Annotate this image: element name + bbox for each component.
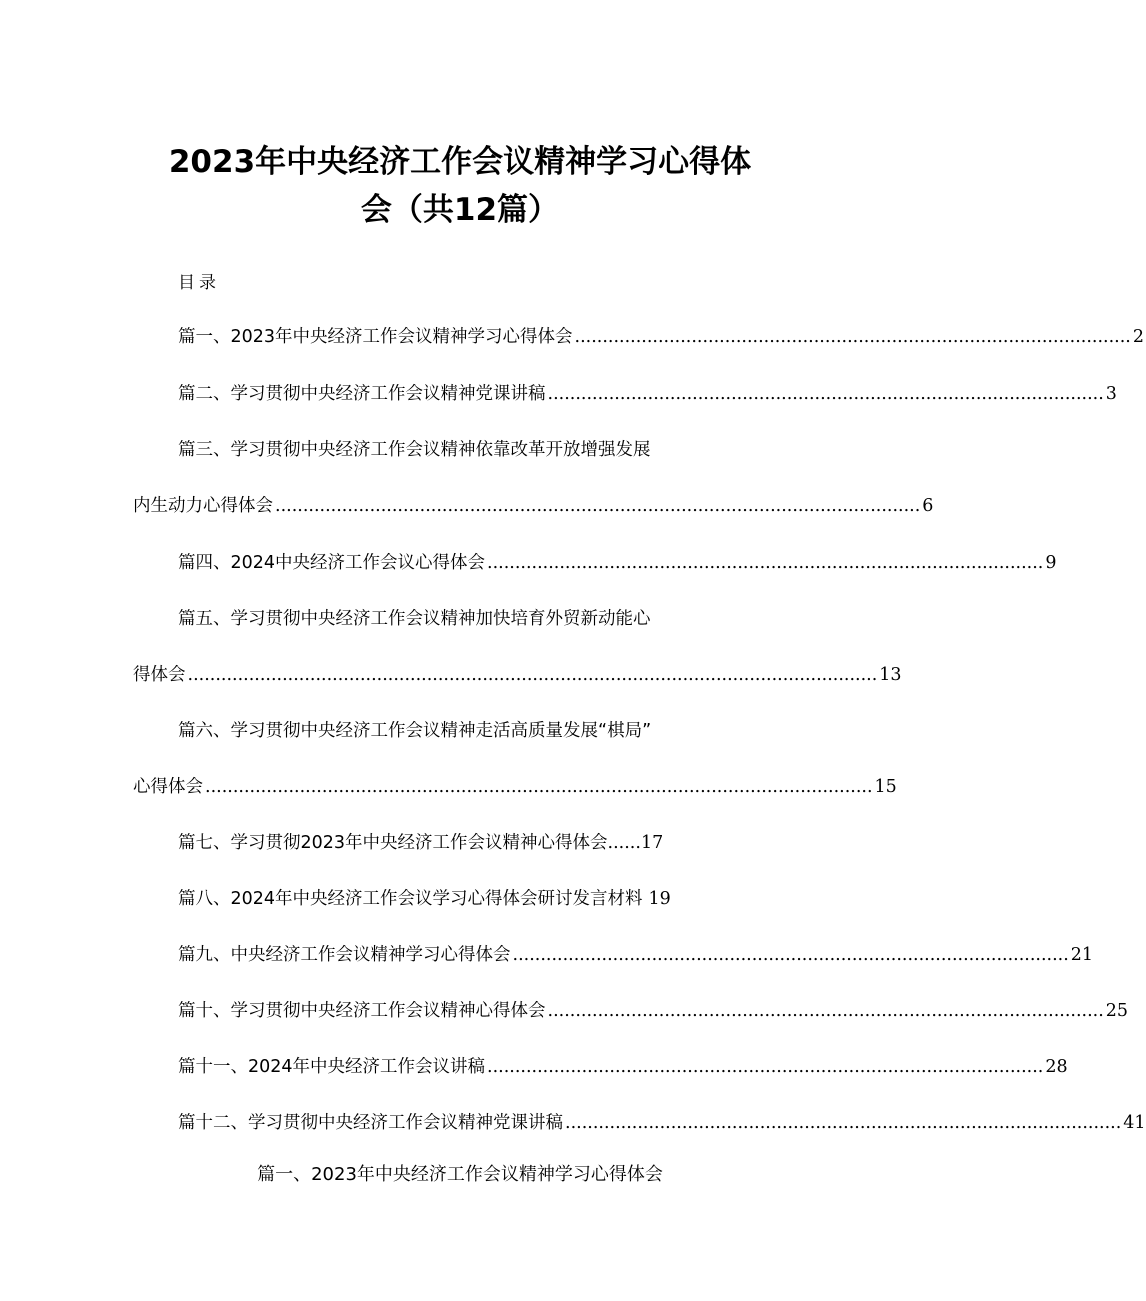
toc-entry-3-line-1[interactable]: 篇三、学习贯彻中央经济工作会议精神依靠改革开放增强发展 (178, 440, 651, 460)
toc-entry-7[interactable] (178, 829, 663, 854)
toc-leader: .................................................................................................... (547, 384, 1104, 404)
toc-entry-3[interactable] (133, 492, 934, 517)
toc-page-number: 13 (879, 665, 902, 685)
toc-entry-title: 篇七、学习贯彻2023年中央经济工作会议精神心得体会 (178, 833, 608, 853)
toc-entry-title: 篇十二、学习贯彻中央经济工作会议精神党课讲稿 (178, 1113, 563, 1133)
toc-entry-12[interactable] (178, 1109, 1146, 1134)
toc-entry-5-line-1[interactable]: 篇五、学习贯彻中央经济工作会议精神加快培育外贸新动能心 (178, 609, 651, 629)
toc-page-number: 15 (874, 777, 897, 797)
toc-page-number: 25 (1105, 1001, 1129, 1021)
toc-entry-title-continued: 得体会 (133, 665, 186, 685)
toc-page-number: 6 (922, 496, 934, 516)
toc-entry-1[interactable] (178, 323, 1144, 348)
toc-entry-10[interactable] (178, 997, 1129, 1022)
toc-heading: 目录 (178, 273, 220, 293)
toc-entry-5[interactable] (133, 661, 902, 686)
toc-entry-8[interactable] (178, 885, 671, 910)
toc-page-number: 9 (1045, 553, 1057, 573)
toc-page-number: 41 (1123, 1113, 1146, 1133)
toc-entry-title-continued: 内生动力心得体会 (133, 496, 273, 516)
toc-entry-6-line-1[interactable]: 篇六、学习贯彻中央经济工作会议精神走活高质量发展“棋局” (178, 721, 652, 741)
toc-entry-11[interactable] (178, 1053, 1068, 1078)
toc-page-number: 17 (640, 833, 664, 853)
toc-entry-title: 篇十、学习贯彻中央经济工作会议精神心得体会 (178, 1001, 546, 1021)
toc-page-number: 2 (1132, 327, 1144, 347)
toc-leader: ........................................................................................................................ (205, 777, 873, 797)
toc-entry-6[interactable] (133, 773, 897, 798)
toc-page-number: 19 (648, 889, 671, 909)
toc-entry-2[interactable] (178, 380, 1117, 405)
toc-leader: .................................................................................................................... (275, 496, 921, 516)
toc-page-number: 21 (1070, 945, 1094, 965)
toc-entry-title: 篇九、中央经济工作会议精神学习心得体会 (178, 945, 511, 965)
toc-leader: ...... (607, 833, 641, 853)
document-title-line-1: 2023年中央经济工作会议精神学习心得体 (168, 144, 752, 180)
toc-leader: .................................................................................................... (574, 327, 1131, 347)
toc-leader: .................................................................................................... (565, 1113, 1122, 1133)
toc-leader: .................................................................................................... (487, 553, 1044, 573)
section-heading: 篇一、2023年中央经济工作会议精神学习心得体会 (257, 1164, 663, 1185)
toc-entry-title: 篇二、学习贯彻中央经济工作会议精神党课讲稿 (178, 384, 546, 404)
toc-leader: .................................................................................................... (487, 1057, 1044, 1077)
toc-entry-title: 篇一、2023年中央经济工作会议精神学习心得体会 (178, 327, 573, 347)
toc-entry-title: 篇八、2024年中央经济工作会议学习心得体会研讨发言材料 (178, 889, 643, 909)
toc-entry-title: 篇四、2024中央经济工作会议心得体会 (178, 553, 486, 573)
toc-leader: .................................................................................................... (547, 1001, 1104, 1021)
toc-entry-title: 篇十一、2024年中央经济工作会议讲稿 (178, 1057, 486, 1077)
toc-page-number: 28 (1045, 1057, 1068, 1077)
document-title-line-2: 会（共12篇） (360, 192, 560, 228)
toc-leader: ............................................................................................................................ (187, 665, 878, 685)
toc-entry-title-continued: 心得体会 (133, 777, 203, 797)
toc-entry-9[interactable] (178, 941, 1094, 966)
toc-page-number: 3 (1105, 384, 1117, 404)
toc-entry-4[interactable] (178, 549, 1057, 574)
toc-leader: .................................................................................................... (512, 945, 1069, 965)
